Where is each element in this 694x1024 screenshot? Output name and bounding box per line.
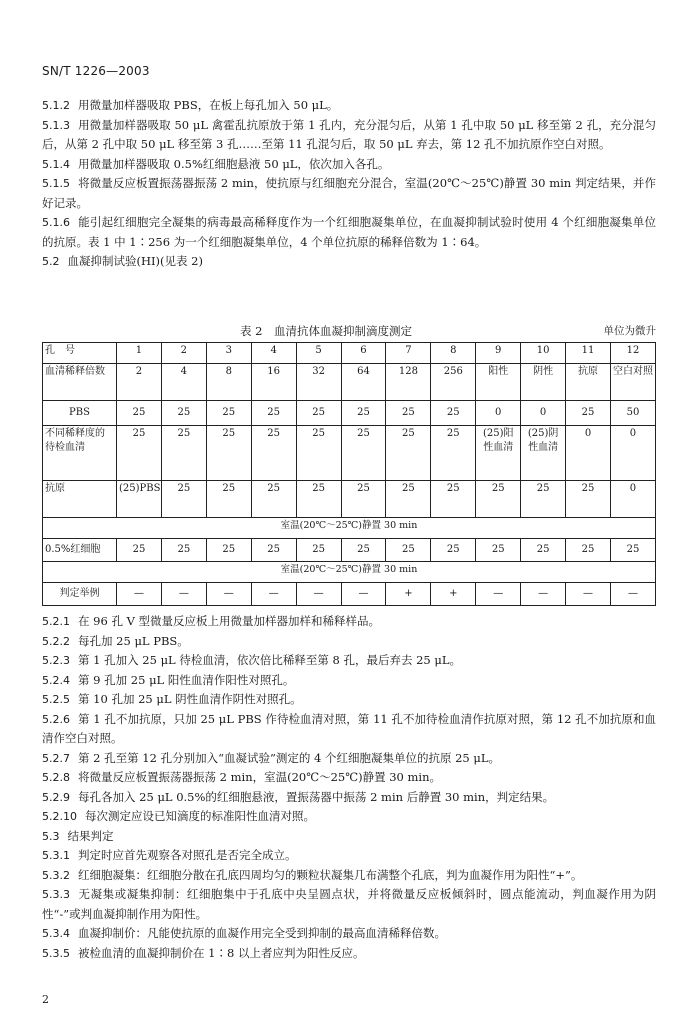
table-cell: 25 [431,481,476,518]
paragraph-text: 第 2 孔至第 12 孔分别加入“血凝试验”测定的 4 个红细胞凝集单位的抗原 25 μL。 [78,750,501,765]
paragraph-5-1-5 [42,174,656,213]
table-cell: — [296,583,341,606]
table-caption: 表 2 血清抗体血凝抑制滴度测定 [240,324,412,338]
paragraph-number: 5.2.2 [42,634,70,648]
paragraph-text: 判定时应首先观察各对照孔是否完全成立。 [78,848,297,862]
table-row-result-example [43,583,656,606]
row-header: 抗原 [43,481,117,518]
table-cell: 25 [431,401,476,426]
paragraph-text: 每次测定应设已知滴度的标准阳性血清对照。 [85,809,315,823]
paragraph-text: 第 1 孔加入 25 μL 待检血清，依次倍比稀释至第 8 孔，最后弃去 25 μL。 [78,653,462,667]
table-cell: 25 [386,539,431,562]
paragraph-number: 5.1.5 [42,177,70,190]
table-cell: 阳性 [476,364,521,401]
table-cell: 25 [566,539,611,562]
table-cell: 25 [251,481,296,518]
table-cell: 25 [206,401,251,426]
table-cell: 9 [476,343,521,364]
section-5-2-5-3-body [42,612,656,963]
paragraph-5-3-1 [42,846,656,866]
paragraph-5-2-7 [42,749,656,769]
table-cell: 25 [341,426,386,481]
table-cell: 25 [566,481,611,518]
table-cell: — [341,583,386,606]
table-cell: 25 [117,539,162,562]
table-cell: 25 [251,401,296,426]
table-cell: — [476,583,521,606]
paragraph-number: 5.2.9 [42,790,70,804]
table-cell: 64 [341,364,386,401]
table-cell: 6 [341,343,386,364]
paragraph-text: 将微量反应板置振荡器振荡 2 min，使抗原与红细胞充分混合，室温(20℃～25℃)静置 30 min 判定结果，并作好记录。 [42,176,656,210]
table-cell: 16 [251,364,296,401]
paragraph-5-2-3 [42,651,656,671]
table-cell: 25 [296,481,341,518]
paragraph-number: 5.2.8 [42,771,70,784]
table-row-antigen [43,481,656,518]
table-row-incubation-1 [43,518,656,539]
section-number: 5.2 [42,255,60,268]
table-cell: + [431,583,476,606]
paragraph-number: 5.2.4 [42,673,70,687]
table-cell: 256 [431,364,476,401]
paragraph-number: 5.2.1 [42,615,70,628]
table-cell: 5 [296,343,341,364]
table-cell: (25)阴性血清 [521,426,566,481]
table-cell: 25 [386,401,431,426]
table-cell: 25 [251,426,296,481]
row-header: 孔 号 [43,343,117,364]
table-cell: 2 [161,343,206,364]
paragraph-number: 5.3.5 [42,946,70,960]
table-cell: 25 [296,401,341,426]
table-cell: 4 [161,364,206,401]
paragraph-5-1-2 [42,96,656,116]
section-number: 5.3 [42,829,60,843]
table-cell: + [386,583,431,606]
table-cell: 0 [476,401,521,426]
paragraph-text: 用微量加样器吸取 50 μL 禽霍乱抗原放于第 1 孔内，充分混匀后，从第 1 孔中取 50 μL 移至第 2 孔，充分混匀后，从第 2 孔中取 50 μL 移至第 3 孔……至第 11 孔混匀后，取 50 μL 弃去，第 12 孔不加抗原作空白对照。 [42,117,656,151]
page-number: 2 [42,993,49,1006]
paragraph-5-2-5 [42,690,656,710]
table-cell: 2 [117,364,162,401]
table-cell: — [161,583,206,606]
incubation-note: 室温(20℃～25℃)静置 30 min [43,518,656,539]
paragraph-text: 第 1 孔不加抗原，只加 25 μL PBS 作待检血清对照，第 11 孔不加待检血清作抗原对照，第 12 孔不加抗原和血清作空白对照。 [42,711,656,745]
paragraph-number: 5.3.4 [42,927,70,940]
paragraph-5-2-2 [42,632,656,652]
hi-titer-table [42,342,656,606]
paragraph-5-2-10 [42,807,656,827]
section-heading-5-3 [42,827,656,847]
table-cell: (25)PBS [117,481,162,518]
paragraph-5-2-4 [42,671,656,691]
table-cell: 10 [521,343,566,364]
table-cell: 25 [161,401,206,426]
table-cell: 32 [296,364,341,401]
table-cell: 1 [117,343,162,364]
paragraph-number: 5.2.6 [42,712,70,726]
paragraph-number: 5.2.5 [42,693,70,706]
table-row-well-number [43,343,656,364]
table-cell: — [521,583,566,606]
paragraph-5-3-2 [42,866,656,886]
paragraph-text: 血凝抑制价：凡能使抗原的血凝作用完全受到抑制的最高血清稀释倍数。 [78,926,446,940]
table-cell: 25 [341,401,386,426]
table-cell: 50 [610,401,655,426]
table-cell: — [206,583,251,606]
table-cell: 25 [251,539,296,562]
paragraph-5-1-4 [42,155,656,175]
paragraph-text: 用微量加样器吸取 0.5%红细胞悬液 50 μL，依次加入各孔。 [78,156,390,171]
table-cell: 3 [206,343,251,364]
paragraph-text: 能引起红细胞完全凝集的病毒最高稀释度作为一个红细胞凝集单位，在血凝抑制试验时使用 4 个红细胞凝集单位的抗原。表 1 中 1∶256 为一个红细胞凝集单位，4 个单位抗原的稀释倍数为 1∶64。 [42,215,656,249]
table-cell: 空白对照 [610,364,655,401]
table-row-test-serum [43,426,656,481]
table-cell: — [610,583,655,606]
paragraph-text: 每孔各加入 25 μL 0.5%的红细胞悬液，置振荡器中振荡 2 min 后静置 30 min，判定结果。 [78,789,555,804]
table-cell: — [117,583,162,606]
table-cell: 25 [117,401,162,426]
paragraph-5-2-8 [42,768,656,788]
table-cell: 25 [566,401,611,426]
paragraph-5-1-3 [42,116,656,155]
incubation-note: 室温(20℃～25℃)静置 30 min [43,562,656,583]
section-heading-5-2 [42,252,656,272]
section-title: 结果判定 [67,828,114,843]
table-cell: 8 [431,343,476,364]
paragraph-text: 用微量加样器吸取 PBS，在板上每孔加入 50 μL。 [78,98,339,112]
table-cell: — [251,583,296,606]
table-cell: 25 [161,426,206,481]
table-row-red-cells [43,539,656,562]
paragraph-5-2-6 [42,710,656,749]
table-cell: 0 [610,481,655,518]
table-cell: 25 [431,539,476,562]
section-5-1-body [42,96,656,272]
paragraph-number: 5.3.1 [42,849,70,862]
table-cell: 25 [206,426,251,481]
table-cell: 11 [566,343,611,364]
table-cell: 25 [296,426,341,481]
table-cell: 抗原 [566,364,611,401]
table-cell: (25)阳性血清 [476,426,521,481]
paragraph-text: 第 9 孔加 25 μL 阳性血清作阳性对照孔。 [78,672,295,687]
paragraph-text: 将微量反应板置振荡器振荡 2 min，室温(20℃～25℃)静置 30 min。 [78,770,442,784]
paragraph-number: 5.2.3 [42,654,70,667]
table-cell: 128 [386,364,431,401]
table-cell: 0 [610,426,655,481]
table-cell: 25 [476,539,521,562]
table-cell: 25 [521,539,566,562]
table-cell: — [566,583,611,606]
table-unit: 单位为微升 [603,325,656,337]
paragraph-number: 5.1.2 [42,99,70,112]
paragraph-text: 第 10 孔加 25 μL 阴性血清作阴性对照孔。 [78,692,302,706]
table-row-dilution [43,364,656,401]
section-title: 血凝抑制试验(HI)(见表 2) [67,254,203,268]
paragraph-number: 5.3.2 [42,868,70,882]
paragraph-5-2-9 [42,788,656,808]
table-cell: 7 [386,343,431,364]
table-cell: 阴性 [521,364,566,401]
table-cell: 8 [206,364,251,401]
table-cell: 25 [341,481,386,518]
paragraph-number: 5.1.3 [42,118,70,132]
table-row-incubation-2 [43,562,656,583]
table-cell: 25 [206,539,251,562]
table-cell: 25 [296,539,341,562]
table-cell: 25 [386,426,431,481]
paragraph-text: 被检血清的血凝抑制价在 1∶8 以上者应判为阳性反应。 [78,945,365,960]
standard-code: SN/T 1226—2003 [42,64,150,78]
paragraph-5-3-3 [42,885,656,924]
table-cell: 25 [206,481,251,518]
paragraph-text: 每孔加 25 μL PBS。 [78,633,189,648]
paragraph-number: 5.1.4 [42,157,70,171]
paragraph-number: 5.1.6 [42,216,70,229]
paragraph-5-3-4 [42,924,656,944]
table-cell: 25 [161,539,206,562]
table-cell: 25 [521,481,566,518]
paragraph-number: 5.3.3 [42,888,70,901]
table-cell: 25 [341,539,386,562]
row-header: 0.5%红细胞 [43,539,117,562]
row-header: 判定举例 [43,583,117,606]
table-cell: 12 [610,343,655,364]
paragraph-text: 在 96 孔 V 型微量反应板上用微量加样器加样和稀释样品。 [78,614,381,628]
paragraph-number: 5.2.10 [42,810,77,823]
row-header: 血清稀释倍数 [43,364,117,401]
table-cell: 25 [117,426,162,481]
paragraph-5-2-1 [42,612,656,632]
paragraph-number: 5.2.7 [42,751,70,765]
row-header: 不同稀释度的待检血清 [43,426,117,481]
table-cell: 0 [521,401,566,426]
table-cell: 4 [251,343,296,364]
table-row-pbs [43,401,656,426]
table-cell: 25 [386,481,431,518]
paragraph-text: 无凝集或凝集抑制：红细胞集中于孔底中央呈圆点状，并将微量反应板倾斜时，圆点能流动，判血凝作用为阴性“-”或判血凝抑制作用为阳性。 [42,887,656,921]
table-title-row [42,323,656,341]
row-header: PBS [43,401,117,426]
table-cell: 25 [161,481,206,518]
paragraph-5-1-6 [42,213,656,252]
paragraph-text: 红细胞凝集：红细胞分散在孔底四周均匀的颗粒状凝集几布满整个孔底，判为血凝作用为阳性“+”。 [78,867,583,882]
table-cell: 25 [610,539,655,562]
table-cell: 25 [476,481,521,518]
table-cell: 0 [566,426,611,481]
paragraph-5-3-5 [42,944,656,964]
table-cell: 25 [431,426,476,481]
